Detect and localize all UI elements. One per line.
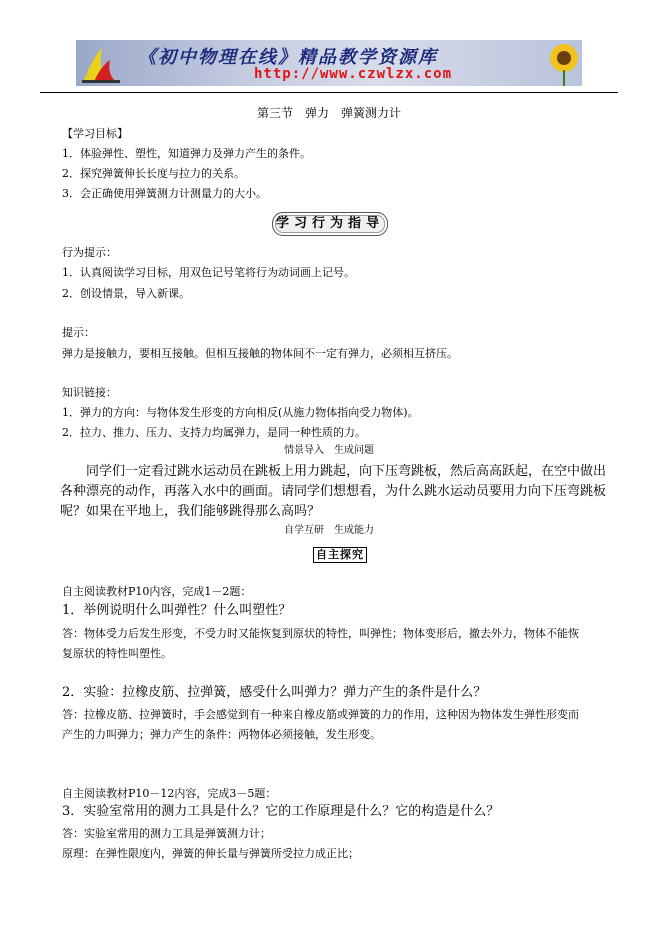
tip-heading: 提示： <box>62 326 95 339</box>
reading-instruction: 自主阅读教材P10－12内容，完成3－5题： <box>62 787 277 800</box>
answer-3-line: 原理：在弹性限度内，弹簧的伸长量与弹簧所受拉力成正比； <box>62 847 359 860</box>
site-logo-icon <box>80 44 124 84</box>
header-rule <box>40 92 618 93</box>
behavior-heading: 行为提示： <box>62 246 117 259</box>
goal-item: 3．会正确使用弹簧测力计测量力的大小。 <box>62 187 267 200</box>
answer-1-line: 答：物体受力后发生形变，不受力时又能恢复到原状的特性，叫弹性；物体变形后，撤去外力，物体不能恢 <box>62 627 579 640</box>
goal-item: 1．体验弹性、塑性，知道弹力及弹力产生的条件。 <box>62 147 311 160</box>
section-label-self-study: 自学互研 生成能力 <box>284 525 374 536</box>
banner-title: 《初中物理在线》精品教学资源库 <box>138 47 438 68</box>
goal-item: 2．探究弹簧伸长长度与拉力的关系。 <box>62 167 245 180</box>
answer-1-line: 复原状的特性叫塑性。 <box>62 647 172 660</box>
knowledge-item: 1．弹力的方向：与物体发生形变的方向相反(从施力物体指向受力物体)。 <box>62 406 419 419</box>
section-label-intro: 情景导入 生成问题 <box>284 445 374 456</box>
answer-2-line: 产生的力叫弹力；弹力产生的条件：两物体必须接触，发生形变。 <box>62 728 381 741</box>
intro-paragraph: 同学们一定看过跳水运动员在跳板上用力跳起，向下压弯跳板，然后高高跃起，在空中做出各种漂亮的动作，再落入水中的画面。请同学们想想看，为什么跳水运动员要用力向下压弯跳板呢？如果在平地上，我们能够跳得那么高吗？ <box>60 464 607 519</box>
tip-text: 弹力是接触力，要相互接触。但相互接触的物体间不一定有弹力，必须相互挤压。 <box>62 347 458 360</box>
behavior-item: 2．创设情景，导入新课。 <box>62 287 190 300</box>
header-banner <box>76 40 582 86</box>
guide-box: 学习行为指导 <box>272 212 388 236</box>
banner-url: http://www.czwlzx.com <box>254 66 453 82</box>
sunflower-icon <box>546 40 582 86</box>
reading-instruction: 自主阅读教材P10内容，完成1－2题： <box>62 585 252 598</box>
knowledge-heading: 知识链接： <box>62 386 117 399</box>
question-1: 1．举例说明什么叫弹性？什么叫塑性？ <box>62 603 292 618</box>
question-3: 3．实验室常用的测力工具是什么？它的工作原理是什么？它的构造是什么？ <box>62 804 500 819</box>
behavior-item: 1．认真阅读学习目标，用双色记号笔将行为动词画上记号。 <box>62 266 355 279</box>
answer-2-line: 答：拉橡皮筋、拉弹簧时，手会感觉到有一种来自橡皮筋或弹簧的力的作用，这种因为物体发生弹性形变而 <box>62 708 579 721</box>
answer-3-line: 答：实验室常用的测力工具是弹簧测力计； <box>62 827 271 840</box>
goals-heading: 【学习目标】 <box>62 127 128 140</box>
explore-box: 自主探究 <box>313 547 367 563</box>
question-2: 2．实验：拉橡皮筋、拉弹簧，感受什么叫弹力？弹力产生的条件是什么？ <box>62 685 487 700</box>
knowledge-item: 2．拉力、推力、压力、支持力均属弹力，是同一种性质的力。 <box>62 426 366 439</box>
chapter-title: 第三节 弹力 弹簧测力计 <box>256 106 401 120</box>
